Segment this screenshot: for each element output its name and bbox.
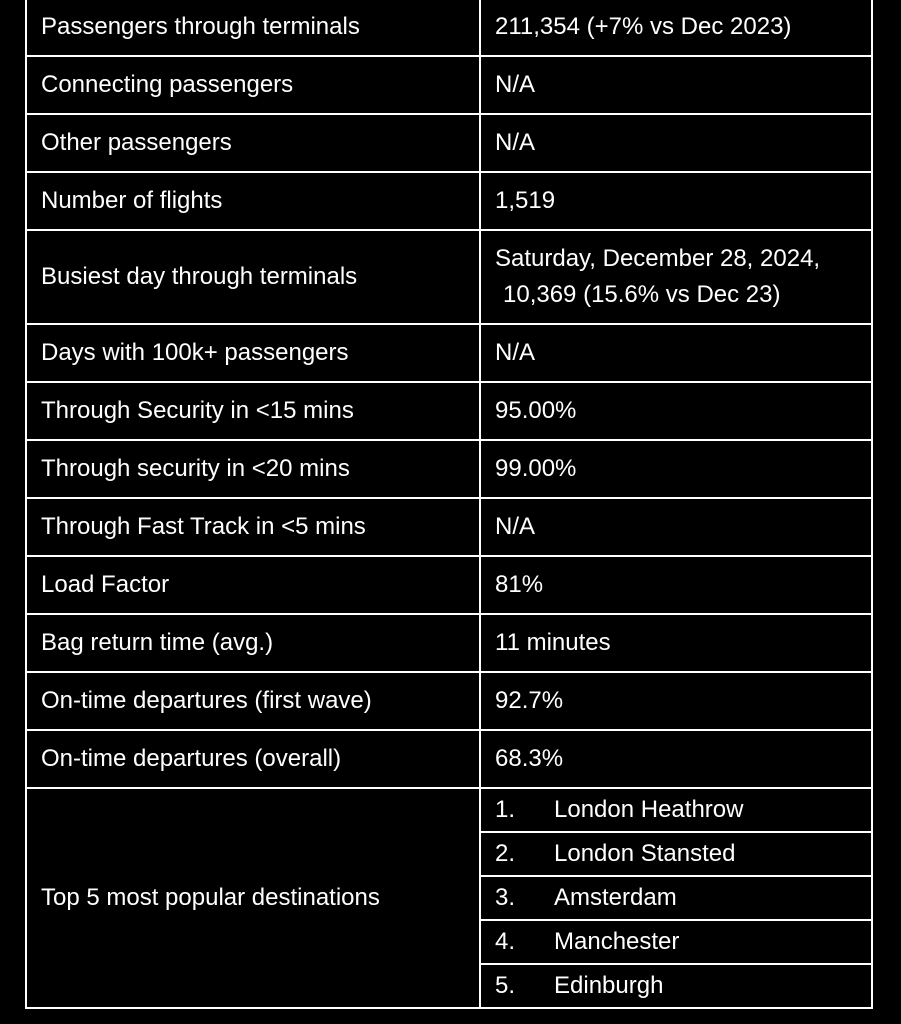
destination-name: London Heathrow [554, 796, 744, 823]
destination-rank: 4. [495, 928, 516, 955]
destination-rank: 5. [495, 972, 516, 999]
destinations-row [26, 788, 872, 1008]
row-value: N/A [480, 114, 872, 172]
row-label: Connecting passengers [26, 56, 480, 114]
table-row [26, 382, 872, 440]
list-item [481, 965, 871, 1007]
table-row [26, 556, 872, 614]
table-row [26, 172, 872, 230]
row-label: Load Factor [26, 556, 480, 614]
list-item [481, 877, 871, 921]
row-value: 1,519 [480, 172, 872, 230]
row-label: On-time departures (first wave) [26, 672, 480, 730]
destinations-label: Top 5 most popular destinations [26, 788, 480, 1008]
row-label: Days with 100k+ passengers [26, 324, 480, 382]
row-label: Through Security in <15 mins [26, 382, 480, 440]
row-label: Bag return time (avg.) [26, 614, 480, 672]
row-label: Number of flights [26, 172, 480, 230]
destination-rank: 3. [495, 884, 516, 911]
row-label: Busiest day through terminals [26, 230, 480, 324]
row-value: 92.7% [480, 672, 872, 730]
destinations-list [480, 788, 872, 1008]
destination-name: Edinburgh [554, 972, 664, 999]
table-row [26, 730, 872, 788]
stats-table [25, 0, 873, 1009]
list-item [481, 789, 871, 833]
row-value: 11 minutes [480, 614, 872, 672]
table-row [26, 324, 872, 382]
destination-name: Manchester [554, 928, 680, 955]
busiest-day-date: Saturday, December 28, 2024, [495, 245, 821, 272]
row-value: 68.3% [480, 730, 872, 788]
table-row [26, 230, 872, 324]
row-value: N/A [480, 498, 872, 556]
destination-rank: 1. [495, 796, 516, 823]
row-label: Through security in <20 mins [26, 440, 480, 498]
destination-rank: 2. [495, 840, 516, 867]
table-row [26, 440, 872, 498]
busiest-day-count: 10,369 (15.6% vs Dec 23) [503, 281, 781, 308]
row-value: 99.00% [480, 440, 872, 498]
row-value: 211,354 (+7% vs Dec 2023) [480, 0, 872, 56]
table-row [26, 614, 872, 672]
row-value [480, 230, 872, 324]
table-row [26, 0, 872, 56]
row-value: N/A [480, 56, 872, 114]
row-label: On-time departures (overall) [26, 730, 480, 788]
list-item [481, 833, 871, 877]
row-value: 81% [480, 556, 872, 614]
row-label: Other passengers [26, 114, 480, 172]
table-row [26, 114, 872, 172]
destination-name: London Stansted [554, 840, 736, 867]
table-row [26, 672, 872, 730]
destination-name: Amsterdam [554, 884, 677, 911]
table-row [26, 56, 872, 114]
table-row [26, 498, 872, 556]
row-label: Passengers through terminals [26, 0, 480, 56]
list-item [481, 921, 871, 965]
row-value: N/A [480, 324, 872, 382]
row-label: Through Fast Track in <5 mins [26, 498, 480, 556]
row-value: 95.00% [480, 382, 872, 440]
